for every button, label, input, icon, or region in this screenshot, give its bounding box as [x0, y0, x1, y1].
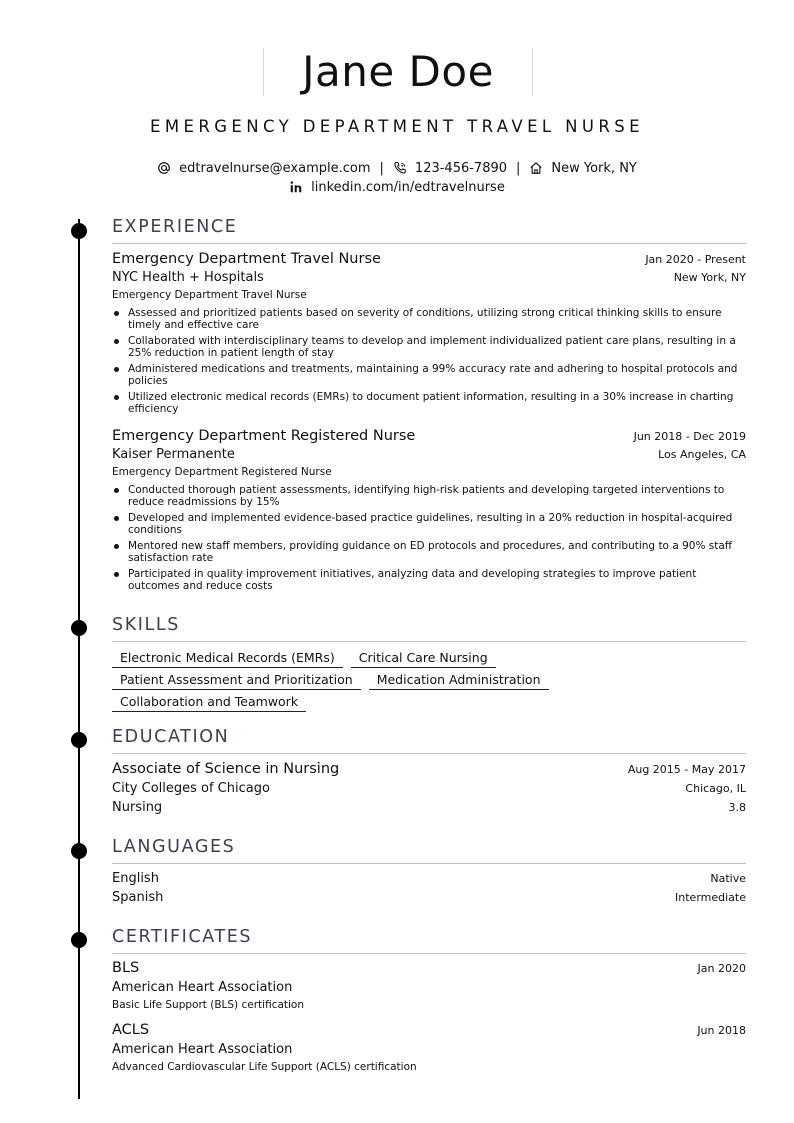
at-icon	[157, 161, 171, 175]
certificate-name: BLS	[112, 960, 140, 976]
section-divider	[112, 953, 746, 954]
skills-list	[112, 650, 582, 716]
job-title: Emergency Department Travel Nurse	[112, 251, 381, 267]
certificate-issuer: American Heart Association	[112, 1042, 293, 1057]
job-bullets	[112, 484, 746, 592]
languages-section	[112, 836, 746, 909]
certificate-name: ACLS	[112, 1022, 150, 1038]
section-divider	[112, 753, 746, 754]
skills-section	[112, 614, 746, 716]
job-date: Jun 2018 - Dec 2019	[633, 430, 746, 443]
field-of-study: Nursing	[112, 800, 163, 815]
home-icon	[529, 161, 543, 175]
job-location: Los Angeles, CA	[658, 448, 746, 461]
certificate-date: Jun 2018	[697, 1024, 746, 1037]
section-title: LANGUAGES	[112, 837, 236, 857]
contact-row	[0, 177, 794, 197]
bullet-item: Utilized electronic medical records (EMRs) to document patient information, resulting in a 30% increase in charting efficiency	[112, 391, 746, 415]
company-name: Kaiser Permanente	[112, 447, 235, 462]
education-entry	[112, 761, 746, 819]
skill-tag: Critical Care Nursing	[351, 650, 496, 668]
timeline-line	[78, 219, 80, 1099]
skill-tag: Medication Administration	[369, 672, 549, 690]
language-level: Native	[710, 872, 746, 885]
certificate-date: Jan 2020	[697, 962, 746, 975]
separator: |	[516, 160, 521, 176]
experience-entry	[112, 251, 746, 415]
company-name: NYC Health + Hospitals	[112, 270, 264, 285]
certificate-issuer: American Heart Association	[112, 980, 293, 995]
education-date: Aug 2015 - May 2017	[627, 763, 746, 776]
name-frame	[263, 48, 533, 96]
language-row	[112, 890, 746, 909]
language-row	[112, 871, 746, 890]
contact-row	[0, 158, 794, 178]
gpa-value: 3.8	[728, 801, 746, 814]
bullet-item: Participated in quality improvement initiatives, analyzing data and developing strategies to improve patient outcomes and reduce costs	[112, 568, 746, 592]
job-summary: Emergency Department Registered Nurse	[112, 466, 332, 478]
school-name: City Colleges of Chicago	[112, 781, 270, 796]
certificate-description: Basic Life Support (BLS) certification	[112, 999, 305, 1011]
section-divider	[112, 243, 746, 244]
contact-location	[529, 161, 636, 176]
degree-title: Associate of Science in Nursing	[112, 761, 340, 777]
phone-text: 123-456-7890	[414, 160, 508, 176]
timeline-dot-skills	[71, 620, 87, 636]
experience-entry	[112, 428, 746, 592]
section-title: EXPERIENCE	[112, 217, 238, 237]
languages-list	[112, 871, 746, 909]
email-text: edtravelnurse@example.com	[179, 160, 371, 176]
section-divider	[112, 641, 746, 642]
language-name: Spanish	[112, 890, 164, 905]
contact-linkedin[interactable]	[289, 180, 505, 195]
headline: EMERGENCY DEPARTMENT TRAVEL NURSE	[150, 117, 644, 136]
skill-tag: Patient Assessment and Prioritization	[112, 672, 361, 690]
timeline-dot-education	[71, 732, 87, 748]
language-name: English	[112, 871, 159, 886]
bullet-item: Assessed and prioritized patients based on severity of conditions, utilizing strong critical thinking skills to ensure timely and effective care	[112, 307, 746, 331]
bullet-item: Collaborated with interdisciplinary teams to develop and implement individualized patient care plans, resulting in a 25% reduction in patient length of stay	[112, 335, 746, 359]
certificate-entry	[112, 1022, 746, 1075]
bullet-item: Administered medications and treatments, maintaining a 99% accuracy rate and adhering to hospital protocols and policies	[112, 363, 746, 387]
contact-phone[interactable]	[393, 161, 507, 176]
education-section	[112, 726, 746, 819]
resume-header	[0, 0, 794, 205]
job-bullets	[112, 307, 746, 415]
section-title: CERTIFICATES	[112, 927, 253, 947]
phone-icon	[393, 161, 407, 175]
job-title: Emergency Department Registered Nurse	[112, 428, 416, 444]
bullet-item: Mentored new staff members, providing guidance on ED protocols and procedures, and contributing to a 90% staff satisfaction rate	[112, 540, 746, 564]
school-location: Chicago, IL	[685, 782, 746, 795]
certificates-section	[112, 926, 746, 1075]
linkedin-text: linkedin.com/in/edtravelnurse	[311, 179, 505, 195]
job-date: Jan 2020 - Present	[645, 253, 746, 266]
job-location: New York, NY	[673, 271, 746, 284]
bullet-item: Developed and implemented evidence-based practice guidelines, resulting in a 20% reduction in hospital-acquired conditions	[112, 512, 746, 536]
location-text: New York, NY	[551, 160, 637, 176]
skill-tag: Collaboration and Teamwork	[112, 694, 306, 712]
skill-tag: Electronic Medical Records (EMRs)	[112, 650, 343, 668]
timeline-dot-experience	[71, 223, 87, 239]
linkedin-icon	[289, 180, 303, 194]
candidate-name: Jane Doe	[302, 47, 494, 96]
certificate-entry	[112, 960, 746, 1013]
timeline-dot-certificates	[71, 932, 87, 948]
section-title: EDUCATION	[112, 727, 230, 747]
language-level: Intermediate	[675, 891, 746, 904]
job-summary: Emergency Department Travel Nurse	[112, 289, 307, 301]
timeline-dot-languages	[71, 843, 87, 859]
contact-email[interactable]	[157, 161, 370, 176]
section-divider	[112, 863, 746, 864]
certificate-description: Advanced Cardiovascular Life Support (ACLS) certification	[112, 1061, 417, 1073]
separator: |	[379, 160, 384, 176]
bullet-item: Conducted thorough patient assessments, identifying high-risk patients and developing targeted interventions to reduce readmissions by 15%	[112, 484, 746, 508]
section-title: SKILLS	[112, 615, 180, 635]
experience-section	[112, 216, 746, 592]
